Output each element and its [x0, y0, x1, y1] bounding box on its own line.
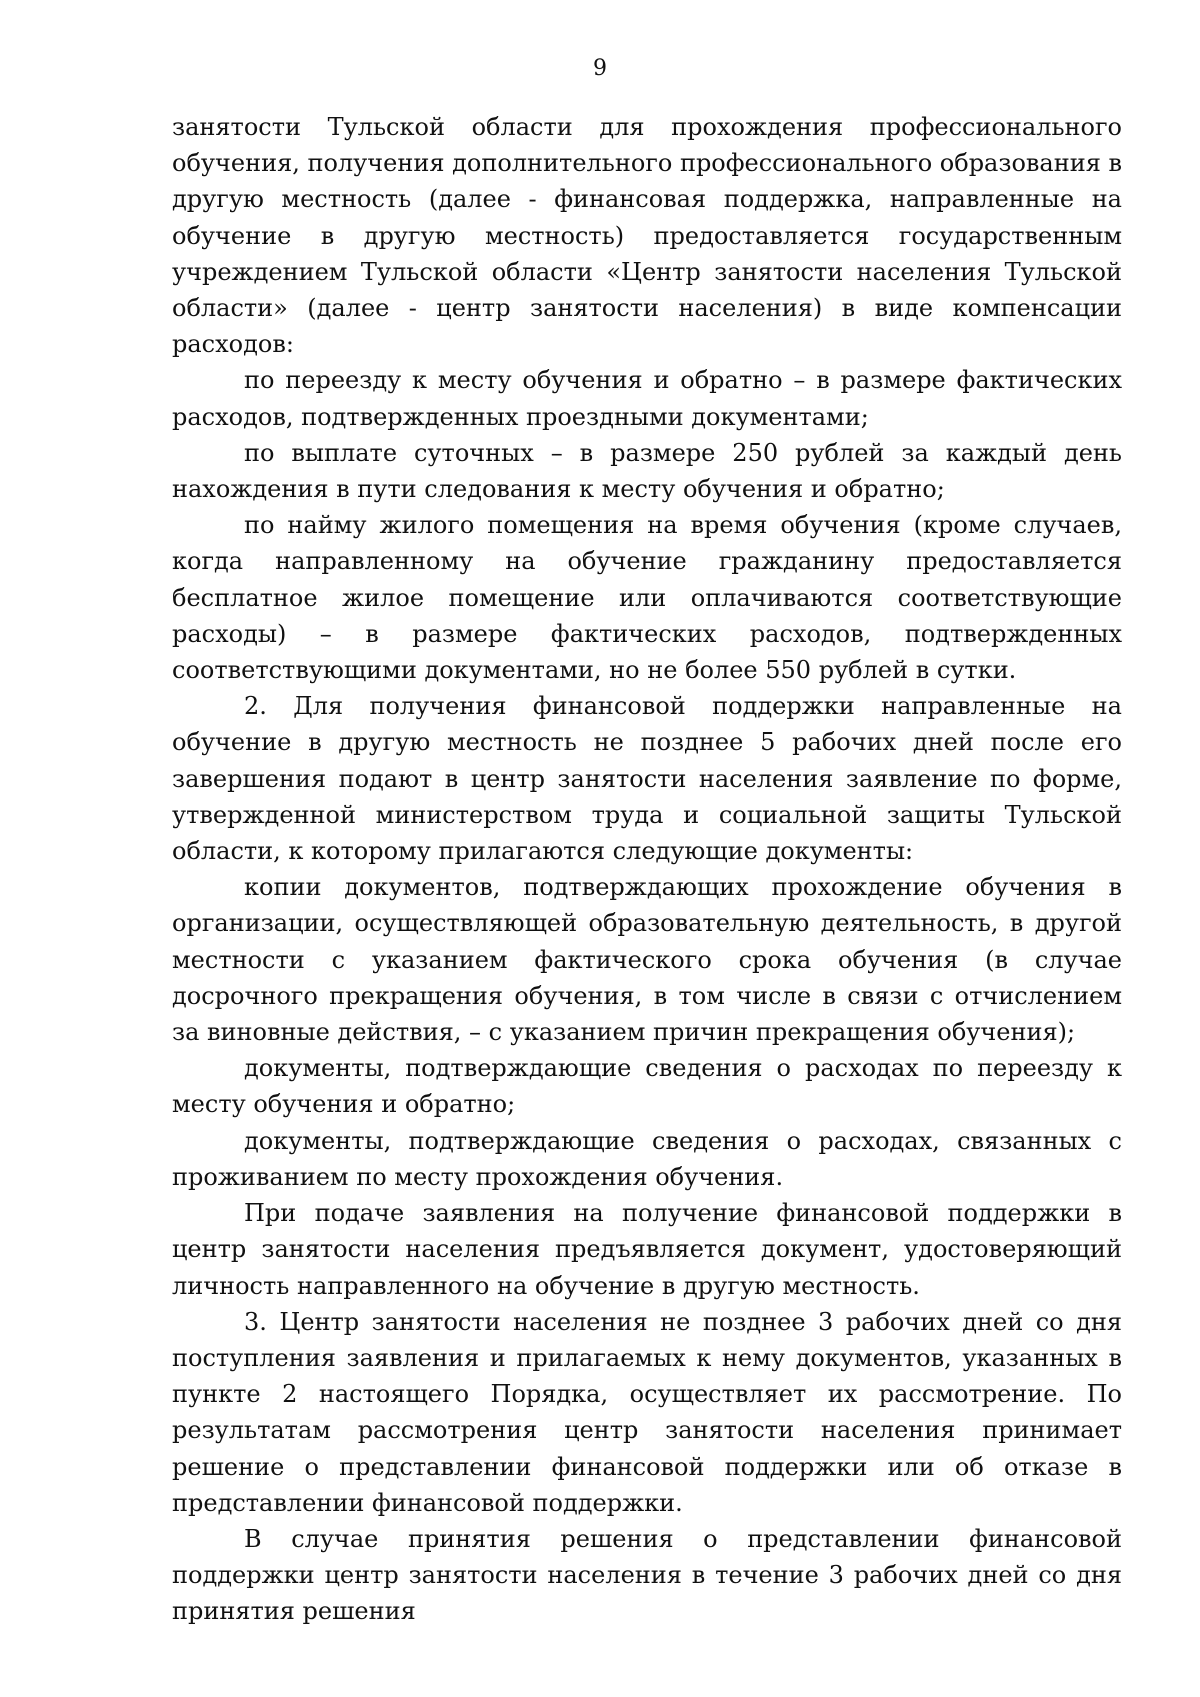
- paragraph-daily-allowance: по выплате суточных – в размере 250 рублей за каждый день нахождения в пути следования к месту обучения и обратно;: [172, 438, 1122, 504]
- paragraph-relocation-expenses: по переезду к месту обучения и обратно – в размере фактических расходов, подтвержденных проездными документами;: [172, 366, 1122, 431]
- paragraph-housing-expenses: по найму жилого помещения на время обучения (кроме случаев, когда направленному на обучение гражданину предоставляется бесплатное жилое помещение или оплачиваются соответствующие расходы) – в размере фактических расходов, подтвержденных соответствующими документами, но не более 550 рублей в сутки.: [172, 511, 1122, 685]
- paragraph-document-copies: копии документов, подтверждающих прохождение обучения в организации, осуществляющей образовательную деятельность, в другой местности с указанием фактического срока обучения (в случае досрочного прекращения обучения, в том числе в связи с отчислением за виновные действия, – с указанием причин прекращения обучения);: [172, 873, 1122, 1047]
- paragraph-decision: В случае принятия решения о представлении финансовой поддержки центр занятости населения в течение 3 рабочих дней со дня принятия решения: [172, 1524, 1122, 1626]
- paragraph-identity-document: При подаче заявления на получение финансовой поддержки в центр занятости населения предъявляется документ, удостоверяющий личность направленного на обучение в другую местность.: [172, 1199, 1122, 1300]
- paragraph-item-2: 2. Для получения финансовой поддержки направленные на обучение в другую местность не позднее 5 рабочих дней после его завершения подают в центр занятости населения заявление по форме, утвержденной министерством труда и социальной защиты Тульской области, к которому прилагаются следующие документы:: [172, 692, 1122, 866]
- document-body: [172, 109, 1122, 1630]
- paragraph-residence-documents: документы, подтверждающие сведения о расходах, связанных с проживанием по месту прохождения обучения.: [172, 1126, 1122, 1191]
- paragraph-continuation: занятости Тульской области для прохождения профессионального обучения, получения дополнительного профессионального образования в другую местность (далее - финансовая поддержка, направленные на обучение в другую местность) предоставляется государственным учреждением Тульской области «Центр занятости населения Тульской области» (далее - центр занятости населения) в виде компенсации расходов:: [172, 113, 1122, 359]
- paragraph-item-3: 3. Центр занятости населения не позднее 3 рабочих дней со дня поступления заявления и прилагаемых к нему документов, указанных в пункте 2 настоящего Порядка, осуществляет их рассмотрение. По результатам рассмотрения центр занятости населения принимает решение о представлении финансовой поддержки или об отказе в представлении финансовой поддержки.: [172, 1307, 1122, 1517]
- page-number: 9: [593, 56, 607, 81]
- paragraph-travel-documents: документы, подтверждающие сведения о расходах по переезду к месту обучения и обратно;: [172, 1054, 1122, 1119]
